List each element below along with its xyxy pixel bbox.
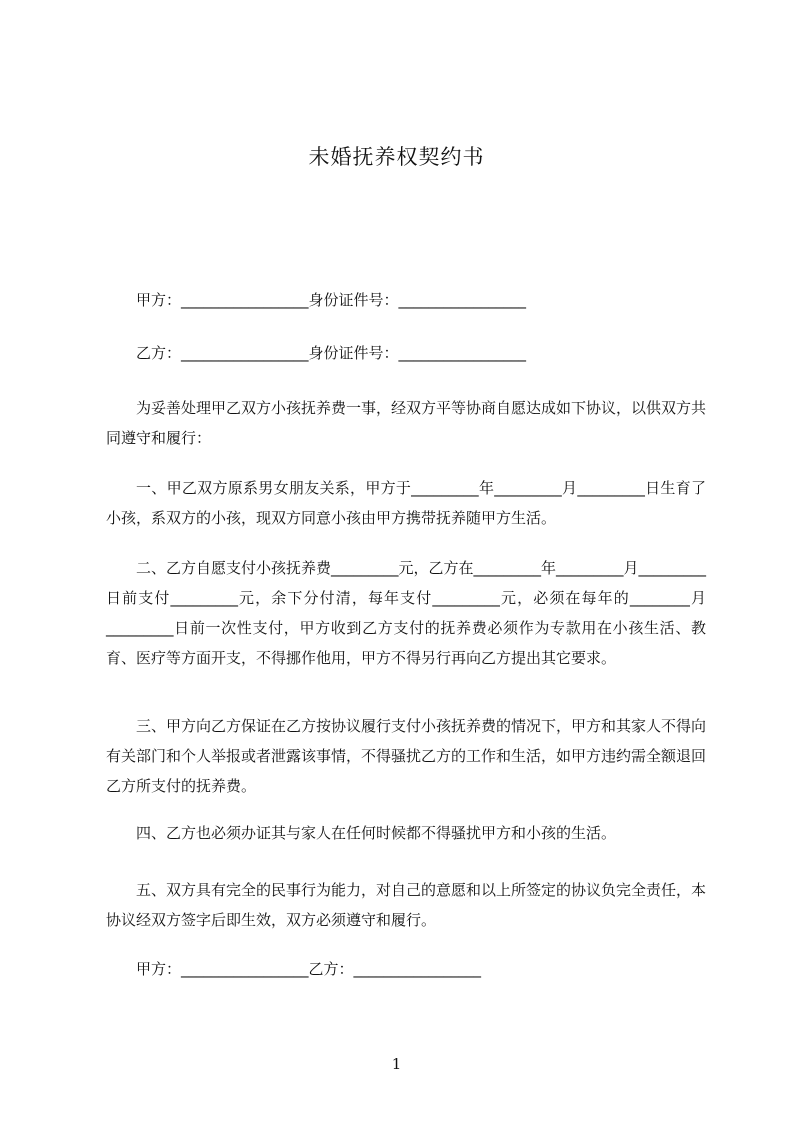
clause-4: 四、乙方也必须办证其与家人在任何时候都不得骚扰甲方和小孩的生活。 [136,824,617,842]
clause-3: 三、甲方向乙方保证在乙方按协议履行支付小孩抚养费的情况下，甲方和其家人不得向有关部门和个人举报或者泄露该事情，不得骚扰乙方的工作和生活，如甲方违约需全额退回乙方所支付的抚养费。 [106,717,707,795]
intro-paragraph: 为妥善处理甲乙双方小孩抚养费一事，经双方平等协商自愿达成如下协议，以供双方共同遵守和履行： [106,399,707,447]
signature-line: 甲方：_________________乙方：_________________ [136,960,482,978]
document-title: 未婚抚养权契约书 [308,145,485,169]
page-number: 1 [391,1055,402,1073]
clause-1: 一、甲乙双方原系男女朋友关系，甲方于_________年_________月_________日生育了小孩，系双方的小孩，现双方同意小孩由甲方携带抚养随甲方生活。 [106,479,706,527]
clause-2: 二、乙方自愿支付小孩抚养费_________元，乙方在_________年_________月_________日前支付_________元，余下分付清，每年支付_________元，必须在每年的________月_________日前一次性支付，甲方收到乙方支付的抚养费必须作为专款用在小孩生活、教育、医疗等方面开支，不得挪作他用，甲方不得另行再向乙方提出其它要求。 [106,559,707,667]
clause-5: 五、双方具有完全的民事行为能力，对自己的意愿和以上所签定的协议负完全责任，本协议经双方签字后即生效，双方必须遵守和履行。 [106,881,707,929]
party-a-line: 甲方：_________________身份证件号：_________________ [136,291,527,309]
party-b-line: 乙方：_________________身份证件号：_________________ [136,344,527,362]
